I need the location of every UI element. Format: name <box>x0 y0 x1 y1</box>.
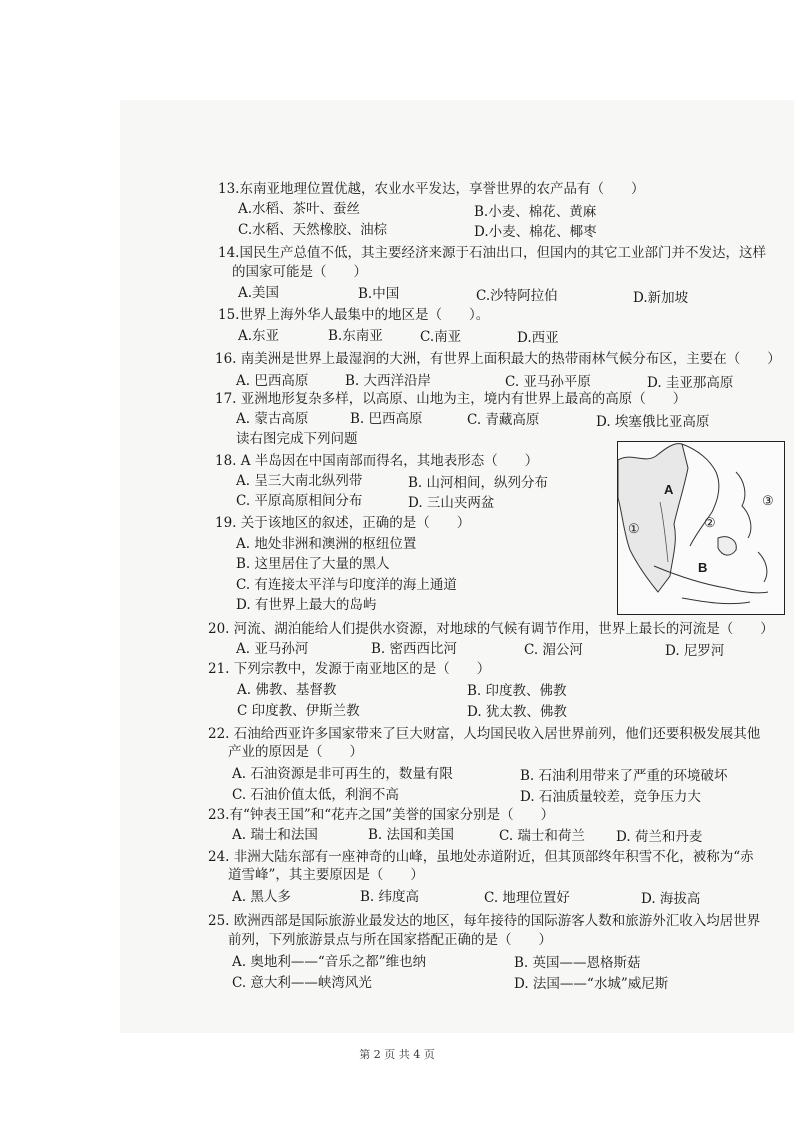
q18-option-d: D. 三山夹两盆 <box>408 495 495 511</box>
q17-option-d: D. 埃塞俄比亚高原 <box>596 414 710 430</box>
question-14-stem: 14.国民生产总值不低，其主要经济来源于石油出口，但国内的其它工业部门并不发达，这样 <box>218 245 766 261</box>
question-24-stem: 24. 非洲大陆东部有一座神奇的山峰，虽地处赤道附近，但其顶部终年积雪不化，被称为“赤 <box>208 849 754 865</box>
q15-option-c: C.南亚 <box>420 329 462 345</box>
q22-option-b: B. 石油利用带来了严重的环境破坏 <box>520 768 728 784</box>
q15-option-d: D.西亚 <box>517 330 559 346</box>
map-instruction: 读右图完成下列问题 <box>236 431 358 447</box>
q17-option-b: B. 巴西高原 <box>350 411 423 427</box>
q18-option-b: B. 山河相间，纵列分布 <box>408 475 549 491</box>
q25-option-c: C. 意大利——峡湾风光 <box>232 975 372 991</box>
q22-option-d: D. 石油质量较差，竞争压力大 <box>520 789 701 805</box>
q19-option-d: D. 有世界上最大的岛屿 <box>236 597 377 613</box>
q18-option-c: C. 平原高原相间分布 <box>236 493 363 509</box>
map-label-b: B <box>698 560 708 575</box>
question-15-stem: 15.世界上海外华人最集中的地区是（ ）。 <box>218 307 490 323</box>
q24-option-d: D. 海拔高 <box>641 891 701 907</box>
question-22-stem-cont: 产业的原因是（ ） <box>228 744 363 760</box>
q21-option-d: D. 犹太教、佛教 <box>467 704 567 720</box>
q16-option-a: A. 巴西高原 <box>236 373 309 389</box>
question-25-stem: 25. 欧洲西部是国际旅游业最发达的地区，每年接待的国际游客人数和旅游外汇收入均居世界 <box>208 913 761 929</box>
question-17-stem: 17. 亚洲地形复杂多样，以高原、山地为主，境内有世界上最高的高原（ ） <box>215 391 687 407</box>
page-footer: 第 2 页 共 4 页 <box>359 1048 435 1061</box>
q20-option-c: C. 湄公河 <box>524 642 583 658</box>
question-21-stem: 21. 下列宗教中，发源于南亚地区的是（ ） <box>208 661 491 677</box>
q25-option-d: D. 法国——“水城”威尼斯 <box>514 976 669 992</box>
q24-option-a: A. 黑人多 <box>232 889 291 905</box>
q23-option-c: C. 瑞士和荷兰 <box>499 828 585 844</box>
q22-option-c: C. 石油价值太低，利润不高 <box>232 787 399 803</box>
question-24-stem-cont: 道雪峰”，其主要原因是（ ） <box>228 867 424 883</box>
question-16-stem: 16. 南美洲是世界上最湿润的大洲，有世界上面积最大的热带雨林气候分布区，主要在（ ） <box>215 351 781 367</box>
q24-option-b: B. 纬度高 <box>360 889 420 905</box>
q17-option-a: A. 蒙古高原 <box>236 411 309 427</box>
q16-option-c: C. 亚马孙平原 <box>505 374 591 390</box>
q15-option-b: B.东南亚 <box>328 328 383 344</box>
q14-option-b: B.中国 <box>358 286 400 302</box>
question-22-stem: 22. 石油给西亚许多国家带来了巨大财富，人均国民收入居世界前列，他们还要积极发展其他 <box>208 726 761 742</box>
question-25-stem-cont: 前列，下列旅游景点与所在国家搭配正确的是（ ） <box>228 932 552 948</box>
q25-option-a: A. 奥地利——“音乐之都”维也纳 <box>232 954 427 970</box>
q20-option-b: B. 密西西比河 <box>371 641 458 657</box>
map-drawing <box>618 442 784 614</box>
q23-option-b: B. 法国和美国 <box>368 827 455 843</box>
q13-option-d: D.小麦、棉花、椰枣 <box>474 224 597 240</box>
question-13-stem: 13.东南亚地理位置优越，农业水平发达，享誉世界的农产品有（ ） <box>218 181 645 197</box>
q17-option-c: C. 青藏高原 <box>467 412 540 428</box>
q19-option-b: B. 这里居住了大量的黑人 <box>236 556 390 572</box>
q22-option-a: A. 石油资源是非可再生的，数量有限 <box>232 766 453 782</box>
q25-option-b: B. 英国——恩格斯菇 <box>514 955 641 971</box>
map-label-1: ① <box>628 522 640 537</box>
question-19-stem: 19. 关于该地区的叙述，正确的是（ ） <box>215 515 471 531</box>
southeast-asia-map <box>617 441 785 615</box>
q23-option-d: D. 荷兰和丹麦 <box>616 829 703 845</box>
question-14-stem-cont: 的国家可能是（ ） <box>232 264 367 280</box>
q19-option-a: A. 地处非洲和澳洲的枢纽位置 <box>236 536 417 552</box>
q23-option-a: A. 瑞士和法国 <box>232 827 318 843</box>
question-23-stem: 23.有“钟表王国”和“花卉之国”美誉的国家分别是（ ） <box>208 807 555 823</box>
q19-option-c: C. 有连接太平洋与印度洋的海上通道 <box>236 577 457 593</box>
q13-option-a: A.水稻、茶叶、蚕丝 <box>238 201 361 217</box>
q20-option-d: D. 尼罗河 <box>665 643 725 659</box>
map-label-a: A <box>664 482 674 497</box>
q18-option-a: A. 呈三大南北纵列带 <box>236 473 363 489</box>
q21-option-a: A. 佛教、基督教 <box>237 682 337 698</box>
q21-option-c: C 印度教、伊斯兰教 <box>237 703 360 719</box>
q15-option-a: A.东亚 <box>238 328 280 344</box>
q20-option-a: A. 亚马孙河 <box>236 641 309 657</box>
q24-option-c: C. 地理位置好 <box>484 890 570 906</box>
question-20-stem: 20. 河流、湖泊能给人们提供水资源，对地球的气候有调节作用，世界上最长的河流是（ ） <box>208 621 774 637</box>
q13-option-b: B.小麦、棉花、黄麻 <box>474 204 597 220</box>
q21-option-b: B. 印度教、佛教 <box>467 683 567 699</box>
q14-option-c: C.沙特阿拉伯 <box>476 288 558 304</box>
map-label-2: ② <box>704 516 716 531</box>
q16-option-d: D. 圭亚那高原 <box>647 375 734 391</box>
question-18-stem: 18. A 半岛因在中国南部而得名，其地表形态（ ） <box>215 453 539 469</box>
q16-option-b: B. 大西洋沿岸 <box>345 373 432 389</box>
q13-option-c: C.水稻、天然橡胶、油棕 <box>238 222 388 238</box>
q14-option-a: A.美国 <box>238 285 280 301</box>
q14-option-d: D.新加坡 <box>633 290 689 306</box>
map-label-3: ③ <box>762 494 774 509</box>
